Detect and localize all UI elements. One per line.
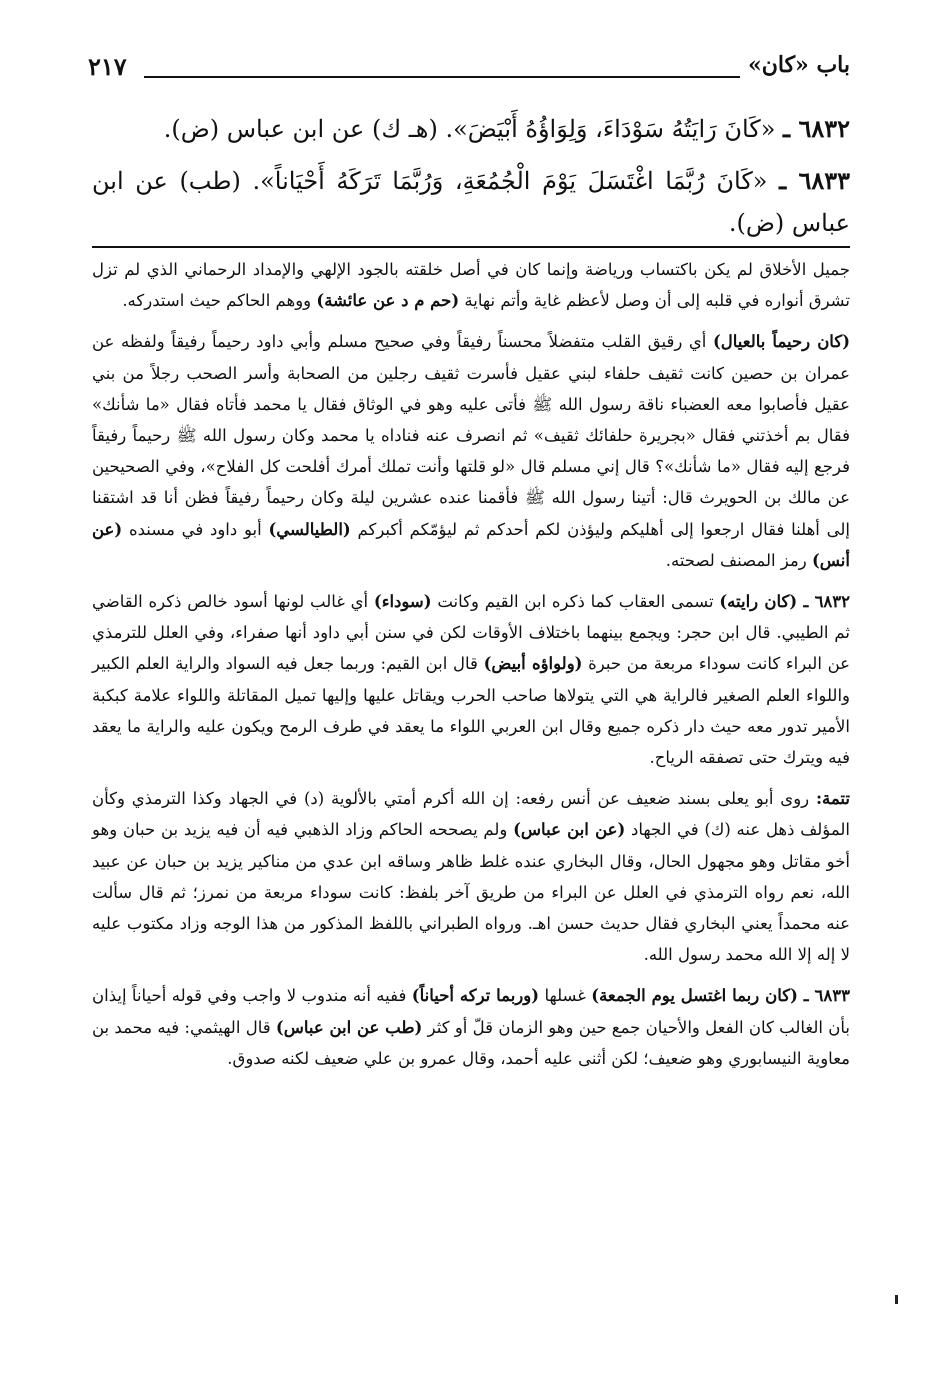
- bold-phrase: (الطيالسي): [268, 519, 351, 539]
- hadith-6832: [92, 108, 850, 150]
- bold-phrase: ٦٨٣٢ ـ: [797, 592, 851, 612]
- bold-phrase: (كان رايته): [719, 592, 798, 612]
- text-run: أبو داود في مسنده: [122, 519, 269, 539]
- hadith-6833: [92, 160, 850, 244]
- hadith-text: «كَانَ رُبَّمَا اغْتَسَلَ يَوْمَ الْجُمُعَةِ، وَرُبَّمَا تَرَكَهُ أَحْيَاناً». (طب) عن ابن عباس (ض).: [92, 167, 850, 237]
- bold-phrase: (ولواؤه أبيض): [483, 654, 583, 674]
- bold-phrase: (عن أنس): [92, 519, 850, 570]
- hadith-number: ٦٨٣٣ ـ: [779, 166, 850, 195]
- text-run: رمز المصنف لصحته.: [665, 550, 812, 570]
- text-run: ففيه أنه مندوب لا واجب وفي قوله أحياناً إيذان بأن الغالب كان الفعل والأحيان جمع حين وهو الزمان قلّ أو كثر: [92, 986, 850, 1037]
- text-run: ووهم الحاكم حيث استدركه.: [122, 291, 317, 311]
- bold-phrase: (كان رحيماً بالعيال): [712, 332, 850, 352]
- text-run: قال ابن القيم: وربما جعل فيه السواد والراية العلم الكبير واللواء العلم الصغير فالراية هي التي يتولاها صاحب الحرب ويقاتل عليها وإليها تميل المقاتلة واللواء علامة كبكبة الأمير تدور معه حيث دار ذكره جميع وقال ابن العربي اللواء ما يعقد في طرف الرمح ويكون عليه والراية ما يعقد فيه ويترك حتى تصفقه الرياح.: [92, 654, 850, 768]
- commentary: [92, 254, 850, 1084]
- text-run: ولم يصححه الحاكم وزاد الذهبي فيه أن فيه يزيد بن حبان وهو أخو مقاتل وهو مجهول الحال، وقال البخاري عنده غلط ظاهر وساقه ابن عدي من مناكير يزيد بن حبان عن عبيد الله، نعم رواه الترمذي في العلل عن البراء من طريق آخر بلفظ: كانت سوداء مربعة من نمرز؛ ثم قال سألت عنه محمداً يعني البخاري فقال حديث حسن اهـ. ورواه الطبراني باللفظ المذكور من هذا الوجه وزاد مكتوب عليه لا إله إلا الله محمد رسول الله.: [92, 820, 850, 965]
- text-run: غسلها: [539, 986, 592, 1006]
- commentary-paragraph: [92, 783, 850, 970]
- margin-mark: [895, 1295, 898, 1304]
- text-run: قال الهيثمي: فيه محمد بن معاوية النيسابوري وهو ضعيف؛ لكن أثنى عليه أحمد، وقال عمرو بن علي ضعيف لكنه صدوق.: [92, 1017, 850, 1068]
- hadith-text: «كَانَ رَايَتُهُ سَوْدَاءَ، وَلِوَاؤُهُ أَبْيَضَ». (هـ ك) عن ابن عباس (ض).: [163, 115, 776, 143]
- bold-phrase: (طب عن ابن عباس): [275, 1017, 423, 1037]
- bold-phrase: (كان ربما اغتسل يوم الجمعة): [591, 986, 798, 1006]
- text-run: أي غالب لونها أسود خالص ذكره القاضي ثم الطيبي. قال ابن حجر: ويجمع بينهما باختلاف الأوقات لكن في سنن أبي داود أنها صفراء، وفي العلل للترمذي عن البراء كانت سوداء مربعة من حبرة: [92, 592, 850, 674]
- text-run: أي رقيق القلب متفضلاً محسناً رفيقاً وفي صحيح مسلم وأبي داود رحيماً رفيقاً ولفظه عن عمران بن حصين كانت ثقيف حلفاء لبني عقيل فأسرت ثقيف رجلين من الصحابة وأسر الصحب رجلاً من بني عقيل فأصابوا معه العضباء ناقة رسول الله ﷺ فأتى عليه وهو في الوثاق فقال يا محمد فأتاه فقال «ما شأنك» فقال بم أخذتني فقال «بجريرة حلفائك ثقيف» ثم انصرف عنه فناداه يا محمد وكان رسول الله ﷺ رحيماً رفيقاً فرجع إليه فقال «ما شأنك»؟ قال إني مسلم قال «لو قلتها وأنت تملك أمرك أفلحت كل الفلاح»، وفي الصحيحين عن مالك بن الحويرث قال: أتينا رسول الله ﷺ فأقمنا عنده عشرين ليلة وكان رحيماً رفيقاً فظن أنا قد اشتقنا إلى أهلنا فقال ارجعوا إلى أهليكم وليؤذن لكم أحدكم ثم ليؤمّكم أكبركم: [92, 332, 850, 539]
- footnote-divider: [92, 246, 850, 248]
- bold-phrase: تتمة:: [815, 789, 850, 809]
- bold-phrase: (عن ابن عباس): [513, 820, 626, 840]
- commentary-paragraph: [92, 586, 850, 773]
- page-number: ٢١٧: [88, 52, 127, 81]
- bold-phrase: (سوداء): [373, 592, 432, 612]
- commentary-paragraph: [92, 980, 850, 1074]
- text-run: تسمى العقاب كما ذكره ابن القيم وكانت: [431, 592, 720, 612]
- text-run: جميل الأخلاق لم يكن باكتساب ورياضة وإنما كان في أصل خلقته بالجود الإلهي والإمداد الرحماني الذي لم تزل تشرق أنواره في قلبه إلى أن وصل لأعظم غاية وأتم نهاية: [92, 260, 850, 311]
- bold-phrase: (حم م د عن عائشة): [316, 291, 460, 311]
- header-rule: [144, 76, 740, 78]
- chapter-title: باب «كان»: [747, 52, 850, 78]
- hadith-number: ٦٨٣٢ ـ: [783, 114, 850, 143]
- text-run: روى أبو يعلى بسند ضعيف عن أنس رفعه: إن الله أكرم أمتي بالألوية (د) في الجهاد وكذا الترمذي وكأن المؤلف ذهل عنه (ك) في الجهاد: [92, 789, 850, 840]
- commentary-paragraph: [92, 254, 850, 316]
- commentary-paragraph: [92, 326, 850, 576]
- bold-phrase: ٦٨٣٣ ـ: [797, 986, 850, 1006]
- bold-phrase: (وربما تركه أحياناً): [411, 986, 540, 1006]
- page-header: [88, 52, 850, 86]
